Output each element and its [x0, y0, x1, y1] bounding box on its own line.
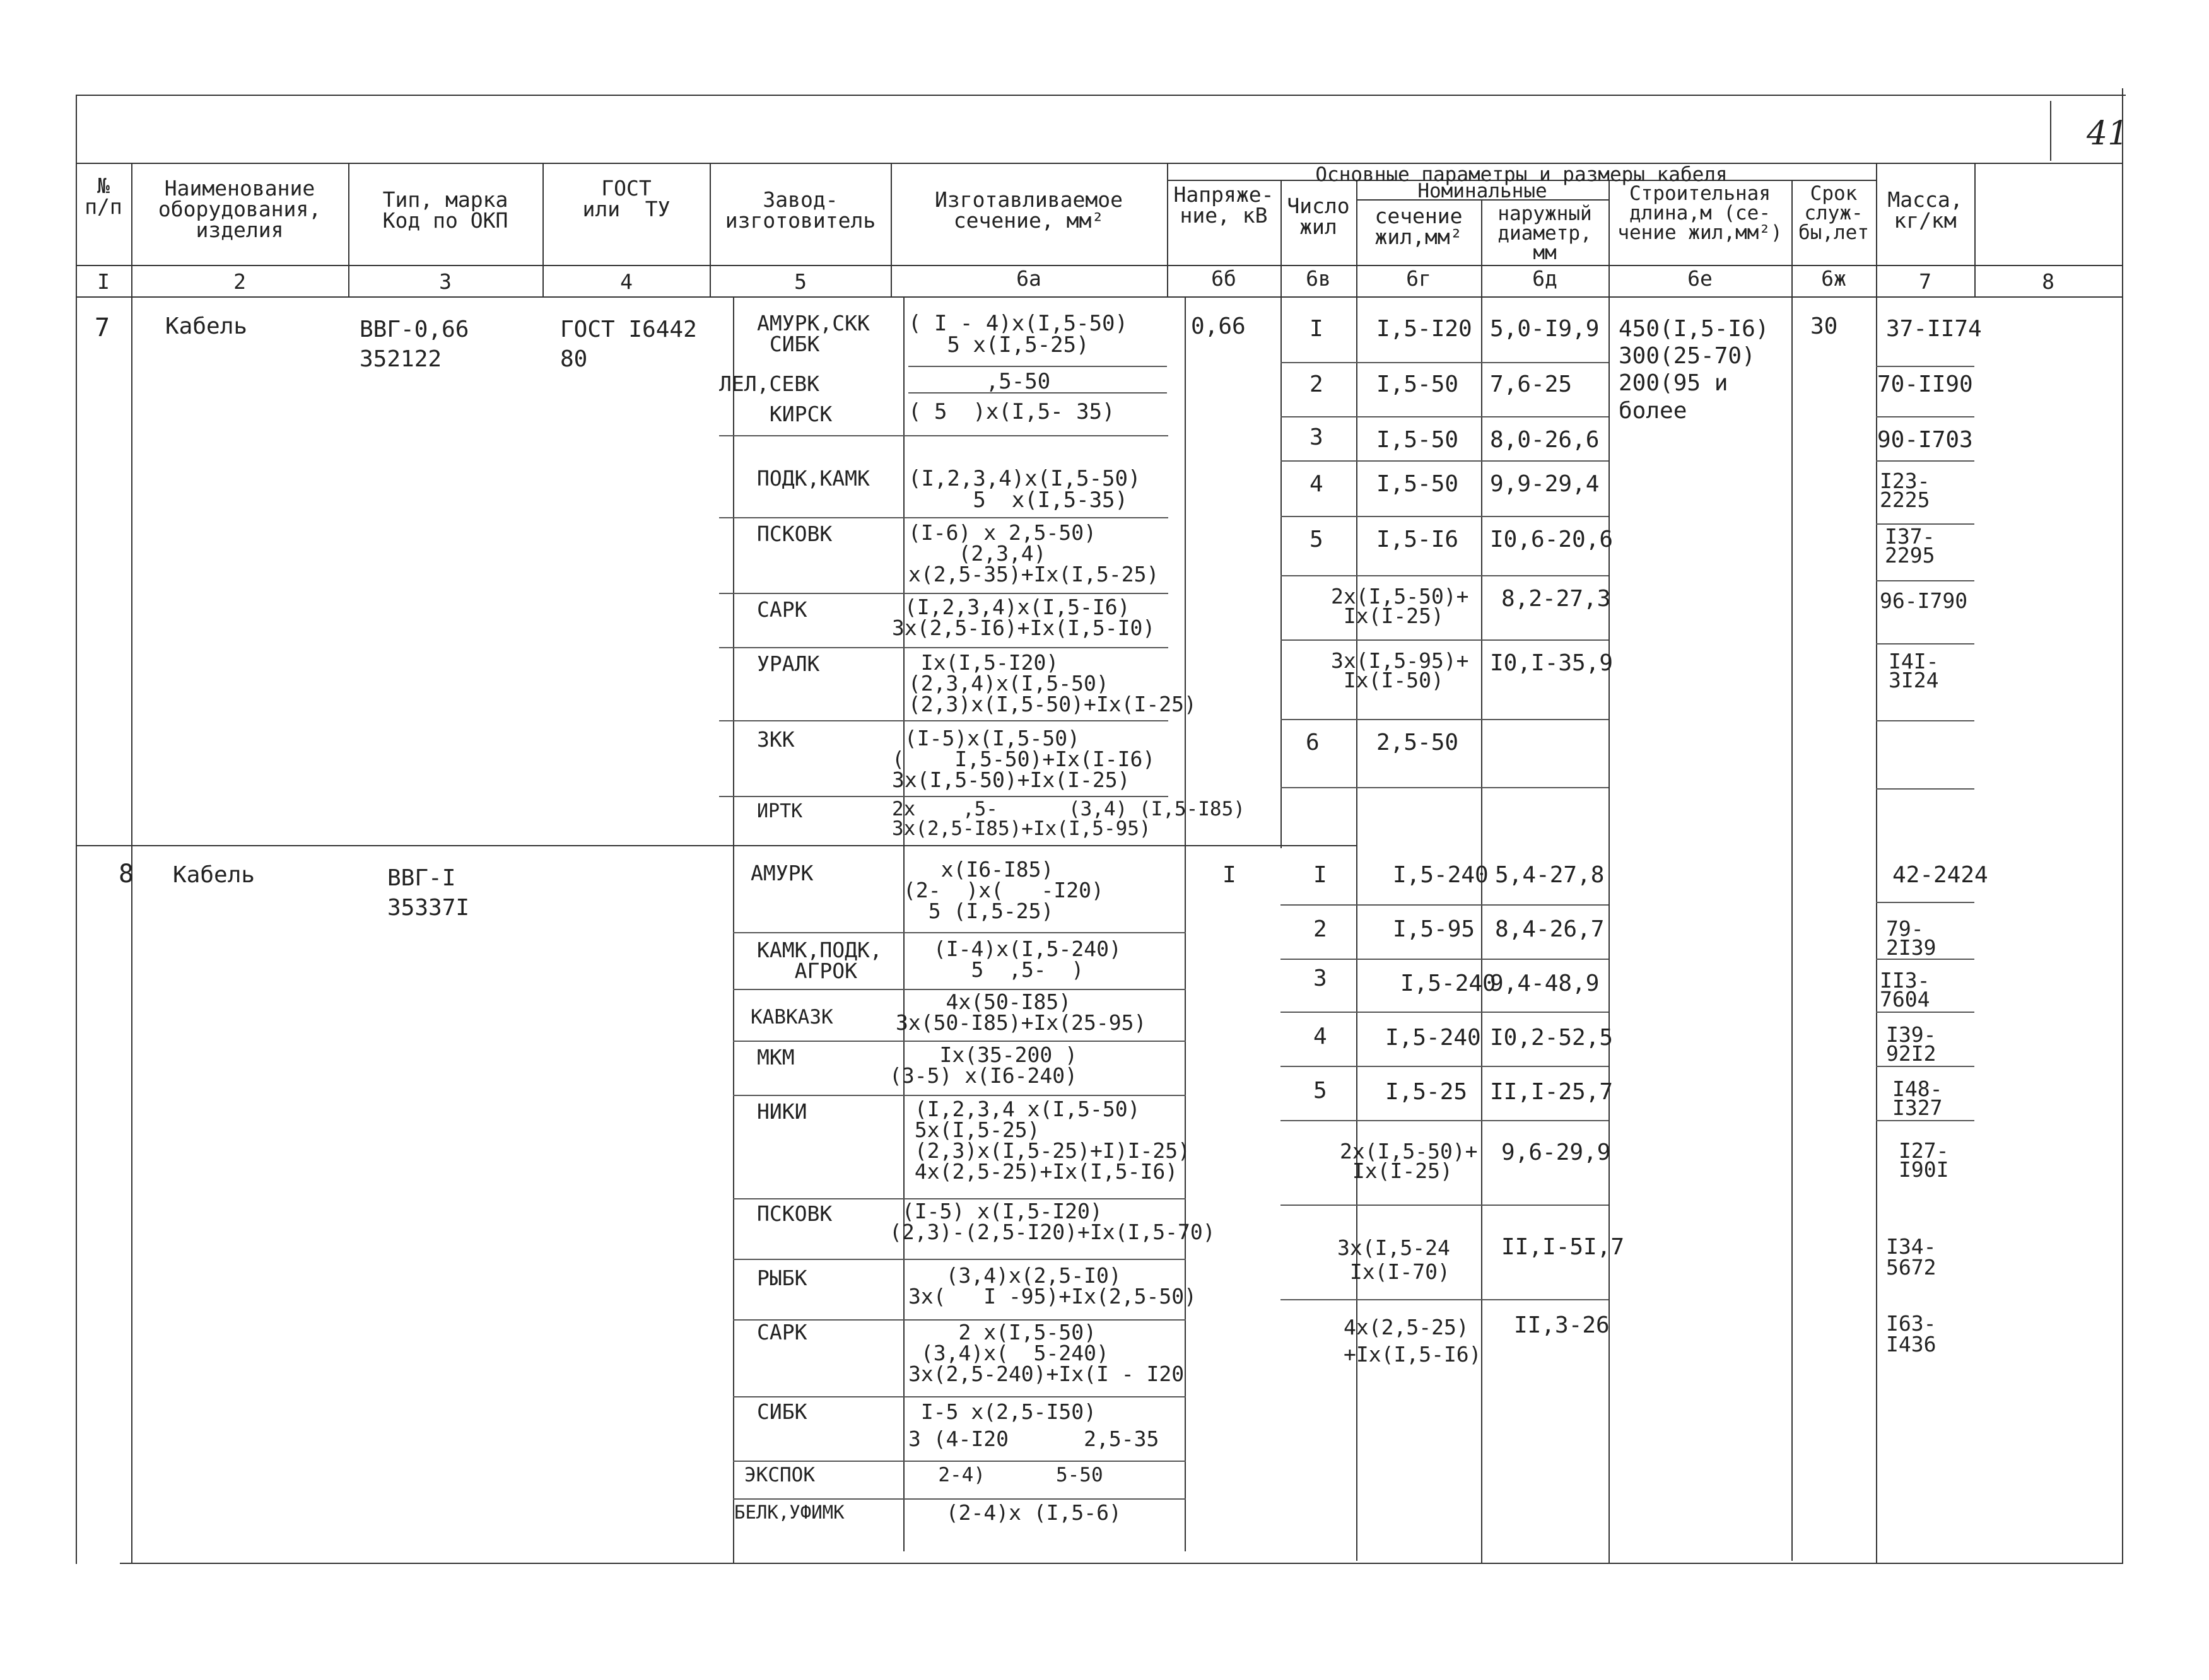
item8-mass-4: I39- 92I2: [1886, 1022, 1937, 1066]
item7-cores-2: 2: [1310, 371, 1323, 397]
header-nominal: Номинальные: [1417, 180, 1547, 202]
item8-plant-7: РЫБК: [757, 1266, 807, 1290]
item8-mass-1: 42-2424: [1892, 862, 1988, 888]
item8-sep-6: [733, 1259, 1186, 1260]
item8-cores-4: 4: [1313, 1024, 1327, 1049]
item7-mass-2: 70-II90: [1877, 371, 1973, 397]
item8-voltage: I: [1222, 862, 1236, 888]
item7-section-2: ,5-50: [908, 369, 1051, 394]
page-number: 41: [2087, 115, 2129, 153]
item8-diam-5: II,I-25,7: [1490, 1079, 1614, 1105]
item7-sep-7: [719, 720, 1168, 721]
item8-section-10: 2-4) 5-50: [915, 1464, 1103, 1486]
item7-cores-5: 5: [1310, 527, 1323, 552]
header-bottom-line: [76, 265, 2122, 266]
item7-section-9: 2x ,5- (3,4) (I,5-I85) 3x(2,5-I85)+Ix(I,5-95): [892, 798, 1245, 840]
item7-sep-1: [908, 366, 1167, 367]
header-name: Наименование оборудования, изделия: [158, 176, 322, 242]
colnum-1: I: [97, 269, 110, 294]
item7-diam-6: 8,2-27,3: [1501, 586, 1611, 612]
item7-life: 30: [1810, 313, 1838, 339]
item8-diam-4: I0,2-52,5: [1490, 1025, 1614, 1051]
item8-diam-3: 9,4-48,9: [1490, 971, 1600, 996]
item8-plant-9: СИБК: [757, 1399, 807, 1424]
item7-section-1: ( I - 4)x(I,5-50) 5 x(I,5-25): [908, 311, 1128, 358]
item8-diam-8: II,3-26: [1514, 1312, 1610, 1338]
item7-plant-3: КИРСК: [757, 402, 833, 426]
header-num: № п/п: [85, 173, 122, 219]
item7-diam-1: 5,0-I9,9: [1490, 316, 1600, 342]
item7-row-sep-7: [1280, 719, 1608, 720]
item8-sep-9: [733, 1461, 1186, 1462]
item8-section-r1: I,5-240: [1393, 862, 1489, 888]
col-line-11: [1791, 180, 1793, 1561]
item8-section-r2: I,5-95: [1393, 916, 1475, 942]
header-mass: Масса, кг/км: [1887, 187, 1963, 233]
item8-diam-1: 5,4-27,8: [1495, 862, 1605, 888]
item7-cores-4: 4: [1310, 471, 1323, 497]
item8-plant-3: КАВКАЗК: [751, 1006, 833, 1029]
item8-diam-7: II,I-5I,7: [1501, 1234, 1625, 1260]
item7-mass-sep-3: [1876, 460, 1974, 462]
item7-diam-4: 9,9-29,4: [1490, 471, 1600, 497]
item8-section-7: (3,4)x(2,5-I0) 3x( I -95)+Ix(2,5-50): [908, 1263, 1197, 1309]
item7-row-sep-4: [1280, 516, 1608, 517]
item8-section-r4: I,5-240: [1385, 1025, 1481, 1051]
colnum-8: 8: [2042, 269, 2054, 294]
colnum-2: 2: [233, 269, 246, 294]
header-voltage: Напряже- ние, кВ: [1173, 182, 1274, 228]
item7-plant-2: ЛЕЛ,СЕВК: [719, 371, 819, 396]
item7-cores-3: 3: [1310, 424, 1323, 450]
item8-cores-1: I: [1313, 862, 1327, 888]
header-core-section: сечение жил,мм²: [1374, 204, 1463, 249]
item8-mass-3: II3- 7604: [1880, 968, 1930, 1012]
item8-section-r3: I,5-240: [1400, 971, 1496, 996]
header-gost: ГОСТ или ТУ: [582, 176, 671, 221]
frame-left-line: [76, 95, 77, 1564]
header-group: Основные параметры и размеры кабеля: [1315, 163, 1728, 186]
header-top-line: [76, 163, 2122, 164]
item8-section-r7: 3x(I,5-24 Ix(I-70): [1337, 1235, 1450, 1284]
header-cores: Число жил: [1287, 194, 1350, 239]
colnum-7: 7: [1919, 269, 1931, 294]
item7-sep-2: [908, 392, 1167, 394]
item7-row-sep-3: [1280, 460, 1608, 462]
item7-row-sep-5: [1280, 575, 1608, 576]
item7-plant-6: САРК: [757, 597, 807, 622]
item8-section-3: 4x(50-I85) 3x(50-I85)+Ix(25-95): [896, 989, 1147, 1035]
item7-sep-4: [719, 517, 1168, 518]
item7-section-r7: 3x(I,5-95)+ Ix(I-50): [1331, 648, 1469, 693]
item8-row-sep-3: [1280, 1012, 1608, 1013]
item8-cores-2: 2: [1313, 916, 1327, 942]
colnum-6d: 6д: [1532, 266, 1557, 291]
item7-plant-4: ПОДК,КАМК: [757, 466, 870, 491]
item8-plant-8: САРК: [757, 1320, 807, 1345]
item8-cores-3: 3: [1313, 965, 1327, 991]
item8-sep-4: [733, 1095, 1186, 1096]
item7-row-sep-8: [1280, 787, 1608, 788]
col-line-6b: [1185, 296, 1186, 1551]
frame-right-line: [2122, 88, 2123, 1564]
item7-section-4: (I,2,3,4)x(I,5-50) 5 x(I,5-35): [908, 466, 1141, 513]
item7-section-r5: I,5-I6: [1376, 527, 1459, 552]
colnum-6zh: 6ж: [1821, 266, 1846, 291]
item8-plant-6: ПСКОВК: [757, 1201, 833, 1226]
item8-plant-10: ЭКСПОК: [744, 1464, 815, 1486]
item8-row-sep-2: [1280, 959, 1608, 960]
item7-section-r1: I,5-I20: [1376, 316, 1472, 342]
item8-plant-2: КАМК,ПОДК, АГРОК: [757, 938, 882, 983]
item7-section-r6: 2x(I,5-50)+ Ix(I-25): [1331, 584, 1469, 629]
col-line-10: [1608, 180, 1610, 1563]
item7-plant-1: АМУРК,СКК СИБК: [757, 311, 870, 356]
item8-plant-4: МКМ: [757, 1045, 795, 1070]
item7-mass-sep-8: [1876, 788, 1974, 790]
colnum-4: 4: [620, 269, 633, 294]
item8-num: 8: [119, 860, 134, 889]
item7-section-r8: 2,5-50: [1376, 730, 1459, 755]
page-number-box-line: [2050, 101, 2051, 161]
item8-sep-8: [733, 1396, 1186, 1397]
item7-mass-5: I37- 2295: [1885, 524, 1935, 568]
colnum-bottom-line: [76, 296, 2122, 298]
header-length: Строительная длина,м (се- чение жил,мм²): [1617, 182, 1783, 244]
item7-plant-7: УРАЛК: [757, 651, 820, 676]
item7-mass-1: 37-II74: [1886, 316, 1982, 342]
item7-diam-7: I0,I-35,9: [1490, 650, 1614, 676]
item8-mass-5: I48- I327: [1892, 1076, 1943, 1120]
item8-mass-sep-3: [1876, 1012, 1974, 1013]
colnum-6a: 6а: [1016, 266, 1041, 291]
item8-mass-sep-5: [1876, 1120, 1974, 1121]
header-outer-diam: наружный диаметр, мм: [1497, 202, 1592, 264]
item8-section-8: 2 x(I,5-50) (3,4)x( 5-240) 3x(2,5-240)+Ix(I - I20: [908, 1320, 1185, 1386]
item8-row-sep-5: [1280, 1120, 1608, 1121]
item7-section-7: Ix(I,5-I20) (2,3,4)x(I,5-50) (2,3)x(I,5-50)+Ix(I-25): [908, 650, 1197, 716]
item7-cores-8: 6: [1306, 730, 1320, 755]
colnum-6e: 6е: [1687, 266, 1713, 291]
item7-mass-4: I23- 2225: [1880, 469, 1930, 512]
item7-voltage: 0,66: [1191, 313, 1246, 339]
item7-row-sep-2: [1280, 416, 1608, 417]
colnum-5: 5: [794, 269, 807, 294]
item8-sep-1: [733, 932, 1186, 933]
item7-cores-1: I: [1310, 316, 1323, 342]
item8-sep-10: [733, 1498, 1186, 1500]
item7-sep-6: [719, 647, 1168, 648]
item8-mass-7: I34- 5672: [1886, 1234, 1937, 1280]
item7-length: 450(I,5-I6) 300(25-70) 200(95 и более: [1619, 316, 1769, 424]
colnum-3: 3: [439, 269, 452, 294]
item8-section-r8: 4x(2,5-25) +Ix(I,5-I6): [1344, 1315, 1482, 1367]
item7-mass-7: I4I- 3I24: [1889, 649, 1939, 692]
item7-diam-2: 7,6-25: [1490, 371, 1573, 397]
col-line-4b: [733, 296, 734, 1564]
item8-row-sep-4: [1280, 1066, 1608, 1067]
item7-sep-8: [719, 796, 1168, 797]
item7-mass-sep-5: [1876, 580, 1974, 581]
header-type: Тип, марка Код по ОКП: [382, 187, 508, 233]
item8-mass-6: I27- I90I: [1899, 1138, 1949, 1182]
item8-plant-11: БЕЛК,УФИМК: [734, 1502, 845, 1523]
item7-mass-sep-6: [1876, 643, 1974, 645]
item7-mass-sep-2: [1876, 416, 1974, 417]
item8-name: Кабель: [173, 862, 255, 888]
item8-section-11: (2-4)x (I,5-6): [921, 1500, 1122, 1525]
item8-section-6: (I-5) x(I,5-I20) (2,3)-(2,5-I20)+Ix(I,5-70): [889, 1199, 1216, 1244]
item7-num: 7: [95, 313, 110, 342]
item8-section-2: (I-4)x(I,5-240) 5 ,5- ): [933, 936, 1122, 982]
item8-mass-sep-4: [1876, 1066, 1974, 1067]
item7-mass-6: 96-I790: [1880, 588, 1968, 613]
item7-mass-3: 90-I703: [1877, 427, 1973, 453]
item7-section-8: (I-5)x(I,5-50) ( I,5-50)+Ix(I-I6) 3x(I,5-50)+Ix(I-25): [892, 726, 1156, 792]
item8-row-sep-7: [1280, 1299, 1608, 1300]
item8-section-1: x(I6-I85) (2- )x( -I20) 5 (I,5-25): [903, 857, 1104, 923]
item7-section-3: ( 5 )x(I,5- 35): [908, 399, 1115, 424]
item7-section-6: (I,2,3,4)x(I,5-I6) 3x(2,5-I6)+Ix(I,5-I0): [892, 595, 1156, 640]
item7-type: ВВГ-0,66 352122: [360, 317, 469, 372]
item8-plant-5: НИКИ: [757, 1099, 807, 1124]
item7-diam-5: I0,6-20,6: [1490, 527, 1614, 552]
item7-mass-sep-7: [1876, 720, 1974, 721]
header-section: Изготавливаемое сечение, мм²: [934, 187, 1123, 233]
item7-plant-5: ПСКОВК: [757, 522, 833, 546]
item8-row-sep-6: [1280, 1205, 1608, 1206]
item8-section-5: (I,2,3,4 x(I,5-50) 5x(I,5-25) (2,3)x(I,5-25)+I)I-25) 4x(2,5-25)+Ix(I,5-I6): [914, 1097, 1190, 1184]
item8-plant-1: АМУРК: [751, 861, 814, 885]
header-plant: Завод- изготовитель: [725, 187, 876, 233]
item8-mass-2: 79- 2I39: [1886, 916, 1937, 960]
item8-section-r5: I,5-25: [1385, 1079, 1468, 1105]
item8-diam-6: 9,6-29,9: [1501, 1140, 1611, 1165]
item7-section-r2: I,5-50: [1376, 371, 1459, 397]
frame-bottom-line: [120, 1563, 2123, 1564]
item8-section-4: Ix(35-200 ) (3-5) x(I6-240): [889, 1042, 1078, 1088]
col-line-5b: [903, 296, 905, 1551]
header-life: Срок служ- бы,лет: [1798, 182, 1869, 244]
item7-row-sep-6: [1280, 639, 1608, 641]
item8-row-sep-1: [1280, 904, 1608, 906]
item8-cores-5: 5: [1313, 1078, 1327, 1104]
item8-section-9: I-5 x(2,5-I50) 3 (4-I20 2,5-35: [908, 1399, 1159, 1451]
colnum-6b: 6б: [1211, 266, 1236, 291]
item7-plant-8: ЗКК: [757, 727, 795, 752]
item8-sep-3: [733, 1041, 1186, 1042]
item7-plant-9: ИРТК: [757, 800, 803, 822]
item-separator: [76, 845, 1356, 846]
item7-name: Кабель: [165, 313, 248, 339]
item8-mass-sep-1: [1876, 902, 1974, 903]
item8-diam-2: 8,4-26,7: [1495, 916, 1605, 942]
item7-gost: ГОСТ I6442 80: [560, 317, 697, 372]
item8-mass-8: I63- I436: [1886, 1311, 1937, 1356]
item7-diam-3: 8,0-26,6: [1490, 427, 1600, 453]
item7-section-r4: I,5-50: [1376, 471, 1459, 497]
item8-section-r6: 2x(I,5-50)+ Ix(I-25): [1340, 1139, 1478, 1184]
item7-section-5: (I-6) x 2,5-50) (2,3,4) x(2,5-35)+Ix(I,5-25): [908, 520, 1159, 586]
item7-sep-3: [719, 435, 1168, 436]
item8-type: ВВГ-I 35337I: [387, 865, 470, 921]
frame-top-line: [76, 95, 2126, 96]
item7-sep-5: [719, 593, 1168, 594]
colnum-6v: 6в: [1306, 266, 1331, 291]
item7-mass-sep-1: [1876, 366, 1974, 367]
item7-row-sep-1: [1280, 362, 1608, 363]
item7-section-r3: I,5-50: [1376, 427, 1459, 453]
colnum-6g: 6г: [1406, 266, 1431, 291]
